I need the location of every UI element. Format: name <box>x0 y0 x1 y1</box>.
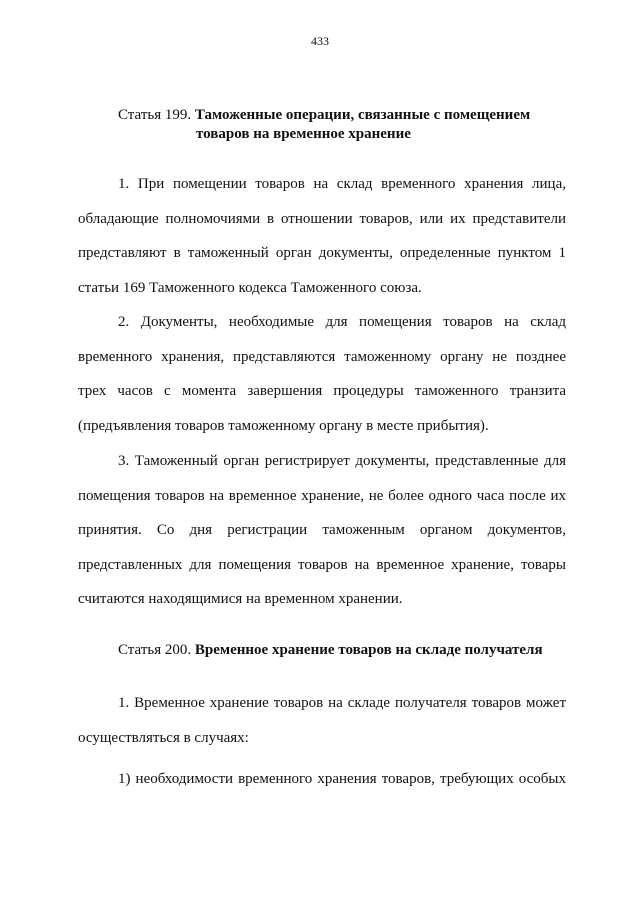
paragraph-line: трех часов с момента завершения процедуры таможенного транзита <box>78 383 566 399</box>
article-200-prefix: Статья 200. <box>118 642 192 658</box>
article-200-heading <box>118 641 543 660</box>
paragraph-200-1-1 <box>78 762 566 797</box>
paragraph-200-1 <box>78 686 566 755</box>
paragraph-line: принятия. Со дня регистрации таможенным органом документов, <box>78 522 566 538</box>
paragraph-199-2 <box>78 305 566 443</box>
article-199-title-line1: Таможенные операции, связанные с помещением <box>194 107 531 123</box>
paragraph-line: осуществляться в случаях: <box>78 729 249 746</box>
paragraph-line: (предъявления товаров таможенному органу в месте прибытия). <box>78 417 489 434</box>
paragraph-199-3 <box>78 444 566 617</box>
paragraph-line: обладающие полномочиями в отношении товаров, или их представители <box>78 210 566 227</box>
paragraph-line: 1. Временное хранение товаров на складе получателя товаров может <box>118 695 566 711</box>
paragraph-line: представленных для помещения товаров на временное хранение, товары <box>78 556 566 573</box>
paragraph-line: временного хранения, представляются таможенному органу не позднее <box>78 348 566 365</box>
paragraph-line: статьи 169 Таможенного кодекса Таможенного союза. <box>78 279 422 296</box>
page-number: 433 <box>311 34 329 48</box>
article-199-title-line2: товаров на временное хранение <box>196 126 411 142</box>
paragraph-line: 1. При помещении товаров на склад временного хранения лица, <box>118 176 566 192</box>
paragraph-line: представляют в таможенный орган документы, определенные пунктом 1 <box>78 245 566 261</box>
paragraph-line: считаются находящимися на временном хранении. <box>78 591 403 607</box>
paragraph-line: помещения товаров на временное хранение, не более одного часа после их <box>78 487 566 504</box>
paragraph-line: 2. Документы, необходимые для помещения товаров на склад <box>118 314 566 330</box>
article-199-prefix: Статья 199. <box>118 107 192 123</box>
article-199-heading <box>118 106 530 144</box>
paragraph-199-1 <box>78 167 566 305</box>
paragraph-line: 1) необходимости временного хранения товаров, требующих особых <box>118 771 566 787</box>
article-200-title: Временное хранение товаров на складе получателя <box>194 642 543 658</box>
paragraph-line: 3. Таможенный орган регистрирует документы, представленные для <box>118 453 566 469</box>
